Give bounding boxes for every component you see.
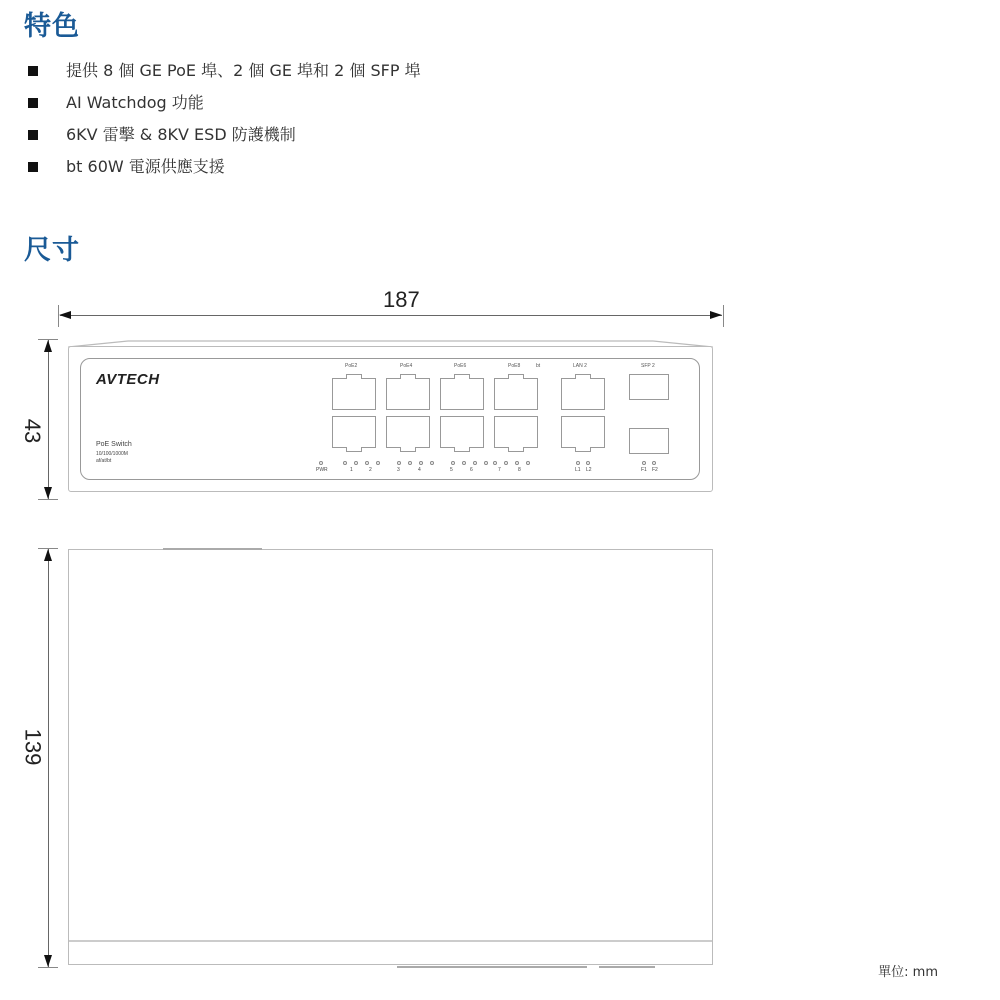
led-number: 2 (369, 467, 372, 473)
port-led (408, 461, 412, 465)
rj45-port (440, 416, 484, 448)
rj45-port (386, 416, 430, 448)
width-tick-right (723, 305, 724, 327)
feature-text: bt 60W 電源供應支援 (66, 157, 225, 176)
port-led (526, 461, 530, 465)
power-led (319, 461, 323, 465)
bottom-accent-bar (397, 966, 587, 968)
sfp-group-label: SFP 2 (641, 363, 655, 369)
led-number: 1 (350, 467, 353, 473)
lan-led-label: L2 (586, 467, 592, 473)
rj45-port (386, 378, 430, 410)
rj45-port (332, 378, 376, 410)
sfp-port (629, 374, 669, 400)
depth-tick-bottom (38, 967, 58, 968)
bottom-accent-bar (599, 966, 655, 968)
port-led (376, 461, 380, 465)
port-led (484, 461, 488, 465)
lan-port (561, 378, 605, 410)
square-bullet-icon (28, 66, 38, 76)
port-led (419, 461, 423, 465)
poe-group-label: PoE2 (345, 363, 358, 369)
brand-logo: AVTECH (96, 371, 160, 388)
model-standards: af/at/bt (96, 458, 112, 464)
port-led (354, 461, 358, 465)
square-bullet-icon (28, 130, 38, 140)
lan-port (561, 416, 605, 448)
dimensions-heading: 尺寸 (24, 235, 80, 266)
led-number: 5 (450, 467, 453, 473)
sfp-led (652, 461, 656, 465)
lan-group-label: LAN 2 (573, 363, 587, 369)
led-number: 8 (518, 467, 521, 473)
port-led (451, 461, 455, 465)
port-led (462, 461, 466, 465)
port-led (473, 461, 477, 465)
feature-text: AI Watchdog 功能 (66, 93, 204, 112)
sfp-led-label: F1 (641, 467, 647, 473)
feature-text: 6KV 雷擊 & 8KV ESD 防護機制 (66, 125, 296, 144)
led-number: 3 (397, 467, 400, 473)
poe-group-label: PoE4 (400, 363, 413, 369)
led-number: 7 (498, 467, 501, 473)
features-heading: 特色 (24, 11, 80, 42)
rj45-port (494, 378, 538, 410)
port-led (343, 461, 347, 465)
width-dimension-label: 187 (383, 287, 420, 312)
poe-group-label: PoE8 (508, 363, 521, 369)
port-led (365, 461, 369, 465)
sfp-led-label: F2 (652, 467, 658, 473)
lan-led-label: L1 (575, 467, 581, 473)
rear-edge-line (69, 940, 712, 942)
lan-led (586, 461, 590, 465)
bt-label: bt (536, 363, 541, 369)
depth-dimension-line (48, 549, 49, 967)
device-top-view (68, 549, 713, 965)
model-name: PoE Switch (96, 441, 132, 448)
height-tick-bottom (38, 499, 58, 500)
port-led (504, 461, 508, 465)
led-number: 6 (470, 467, 473, 473)
sfp-led (642, 461, 646, 465)
feature-text: 提供 8 個 GE PoE 埠、2 個 GE 埠和 2 個 SFP 埠 (66, 61, 421, 80)
width-dimension-line (60, 315, 722, 316)
port-led (515, 461, 519, 465)
lan-led (576, 461, 580, 465)
arrow-down-icon (44, 955, 52, 967)
port-led (430, 461, 434, 465)
poe-group-label: PoE6 (454, 363, 467, 369)
port-led (397, 461, 401, 465)
arrow-up-icon (44, 549, 52, 561)
square-bullet-icon (28, 162, 38, 172)
arrow-up-icon (44, 340, 52, 352)
port-led (493, 461, 497, 465)
rj45-port (332, 416, 376, 448)
depth-dimension-label: 139 (20, 728, 46, 766)
rj45-port (494, 416, 538, 448)
sfp-port (629, 428, 669, 454)
unit-label: 單位: mm (878, 965, 938, 980)
rj45-port (440, 378, 484, 410)
arrow-left-icon (59, 311, 71, 319)
top-accent-bar (163, 548, 262, 550)
power-led-label: PWR (316, 467, 328, 473)
arrow-right-icon (710, 311, 722, 319)
led-number: 4 (418, 467, 421, 473)
height-dimension-label: 43 (20, 418, 46, 444)
height-dimension-line (48, 340, 49, 499)
arrow-down-icon (44, 487, 52, 499)
model-speed: 10/100/1000M (96, 451, 128, 457)
square-bullet-icon (28, 98, 38, 108)
